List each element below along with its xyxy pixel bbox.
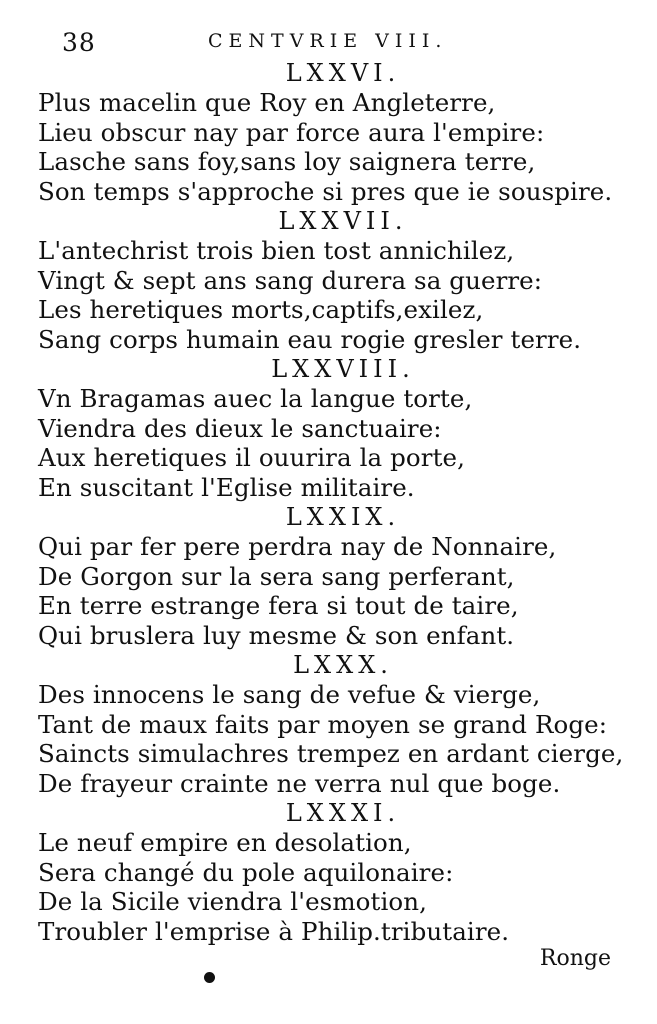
verse-line: Qui bruslera luy mesme & son enfant. <box>38 620 515 650</box>
verse-line: En terre estrange fera si tout de taire, <box>38 591 519 620</box>
verse-line: Aux heretiques il ouurira la porte, <box>38 443 465 472</box>
quatrain-number: LXXXI. <box>285 799 401 827</box>
verse-line: De la Sicile viendra l'esmotion, <box>38 887 428 916</box>
verse-line: Le neuf empire en desolation, <box>38 828 412 857</box>
verse-line: Plus macelin que Roy en Angleterre, <box>38 88 496 117</box>
quatrain <box>38 502 628 650</box>
running-title: CENTVRIE VIII. <box>208 30 448 52</box>
verse-line: Saincts simulachres trempez en ardant cierge, <box>38 739 624 768</box>
verse-line: Vingt & sept ans sang durera sa guerre: <box>38 265 543 295</box>
quatrain-number: LXXVII. <box>278 207 408 235</box>
ink-dot-ornament <box>204 972 215 983</box>
verse-line: Vn Bragamas auec la langue torte, <box>38 384 473 413</box>
verse-line: De Gorgon sur la sera sang perferant, <box>38 561 515 591</box>
quatrain-number: LXXVI. <box>285 59 401 87</box>
verse-line: Qui par fer pere perdra nay de Nonnaire, <box>38 532 557 561</box>
verse-line: Lasche sans foy,sans loy saignera terre, <box>38 147 536 176</box>
quatrain <box>38 354 628 502</box>
page-number: 38 <box>62 28 96 57</box>
verse-line: Les heretiques morts,captifs,exilez, <box>38 295 484 324</box>
quatrain-number: LXXVIII. <box>271 355 415 383</box>
verse-line: Sang corps humain eau rogie gresler terre. <box>38 324 582 354</box>
verse-line: Troubler l'emprise à Philip.tributaire. <box>38 916 510 946</box>
verse-line: L'antechrist trois bien tost annichilez, <box>38 236 515 265</box>
verse-line: Son temps s'approche si pres que ie souspire. <box>38 176 613 206</box>
verse-line: En suscitant l'Eglise militaire. <box>38 472 415 502</box>
verse-line: De frayeur crainte ne verra nul que boge. <box>38 768 561 798</box>
quatrain <box>38 58 628 206</box>
verse-line: Des innocens le sang de vefue & vierge, <box>38 680 541 709</box>
verse-line: Tant de maux faits par moyen se grand Roge: <box>38 709 608 739</box>
quatrain <box>38 650 628 798</box>
verse-line: Viendra des dieux le sanctuaire: <box>38 413 442 443</box>
catchword: Ronge <box>539 946 611 971</box>
quatrain <box>38 206 628 354</box>
verse-line: Lieu obscur nay par force aura l'empire: <box>38 117 545 147</box>
quatrain-number: LXXIX. <box>285 503 401 531</box>
verse-line: Sera changé du pole aquilonaire: <box>38 857 454 887</box>
quatrain-list <box>38 58 628 946</box>
quatrain <box>38 798 628 946</box>
page-header <box>62 28 582 62</box>
quatrain-number: LXXX. <box>293 651 393 679</box>
